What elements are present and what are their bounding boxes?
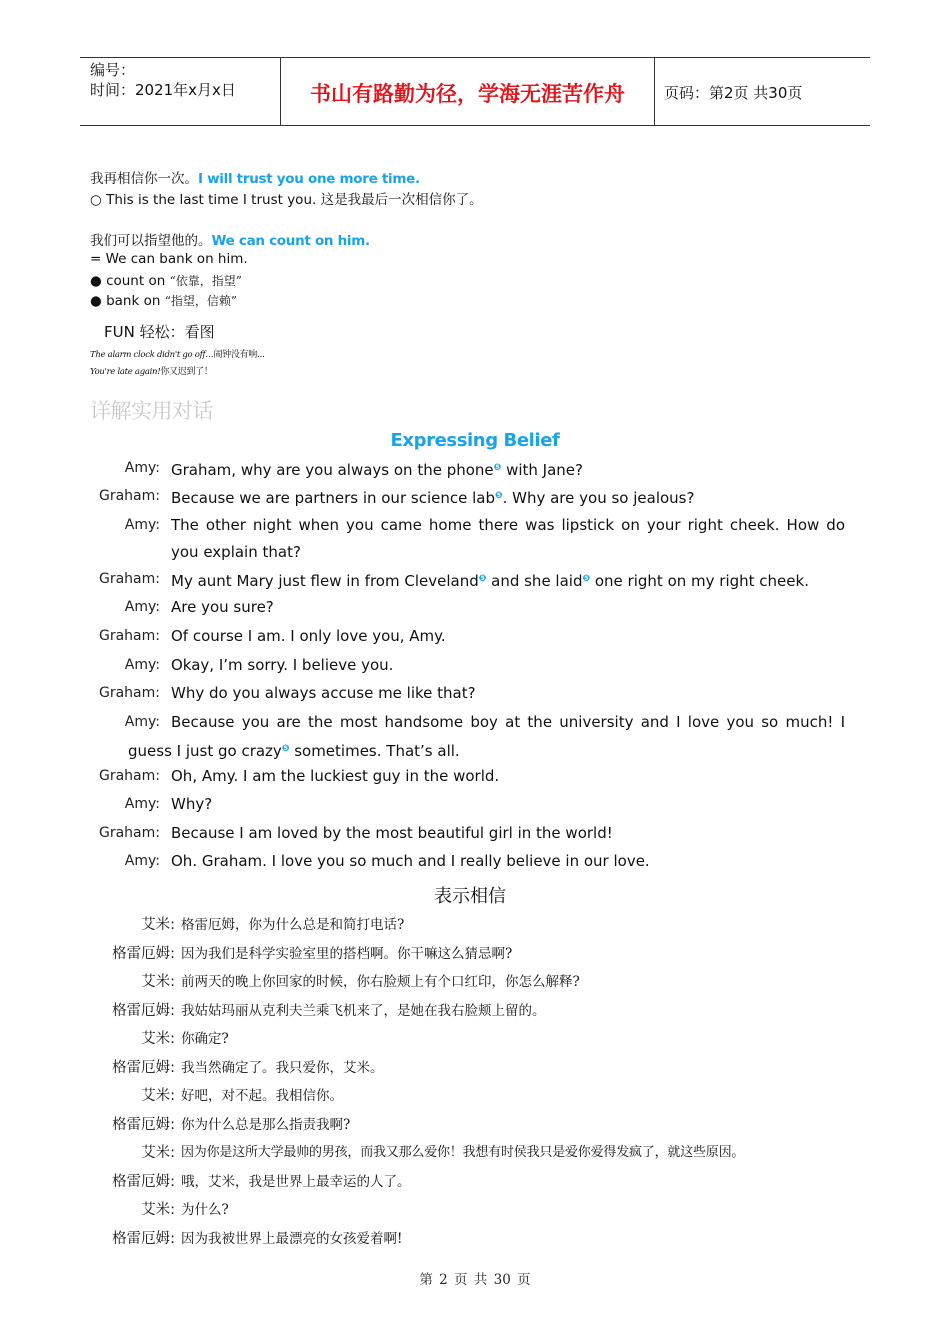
doc-time-label: 时间：2021年x月x日	[90, 81, 236, 99]
phrase-1-alternative: ○ This is the last time I trust you. 这是我最后一次相信你了。	[90, 192, 483, 208]
speaker-label: Amy:	[124, 853, 160, 869]
zh-dialog-line: 我姑姑玛丽从克利夫兰乘飞机来了，是她在我右脸颊上留的。	[181, 1003, 546, 1019]
zh-dialog-line: 因为我被世界上最漂亮的女孩爱着啊!	[181, 1231, 403, 1247]
phrase-1	[90, 167, 420, 187]
zh-dialog-line: 前两天的晚上你回家的时候，你右脸颊上有个口红印，你怎么解释?	[181, 974, 580, 990]
speaker-label: Graham:	[99, 628, 160, 644]
note-marker-icon: ❺	[493, 463, 502, 473]
page-footer: 第 2 页 共 30 页	[419, 1272, 531, 1288]
header-rule-bottom	[80, 125, 870, 126]
zh-speaker-label: 格雷厄姆:	[112, 1231, 175, 1247]
zh-speaker-label: 艾米:	[141, 1031, 175, 1047]
page-indicator: 页码：第2页 共30页	[664, 84, 803, 102]
dialog-line: Because I am loved by the most beautiful girl in the world!	[171, 824, 613, 842]
dialog-line: Okay, I’m sorry. I believe you.	[171, 656, 394, 674]
speaker-label: Amy:	[124, 714, 160, 730]
dialog-text: Graham, why are you always on the phone	[171, 461, 494, 479]
zh-dialog-line: 你确定?	[181, 1031, 229, 1047]
dialog-text: sometimes. That’s all.	[289, 742, 460, 760]
fun-caption-1	[90, 347, 265, 360]
speaker-label: Amy:	[124, 517, 160, 533]
dialog-line: Oh. Graham. I love you so much and I really believe in our love.	[171, 852, 650, 870]
dialog-line	[171, 454, 583, 484]
dialog-line: Why?	[171, 795, 213, 813]
dialog-line	[171, 565, 809, 595]
note-marker-icon: ❺	[281, 744, 290, 754]
dialog-text: one right on my right cheek.	[590, 572, 809, 590]
bullet-count-on	[90, 272, 242, 289]
speaker-label: Amy:	[124, 599, 160, 615]
dialog-text: and she laid	[486, 572, 583, 590]
zh-dialog-line: 因为我们是科学实验室里的搭档啊。你干嘛这么猜忌啊?	[181, 946, 513, 962]
fun-caption-1-en: The alarm clock didn't go off…	[90, 350, 214, 360]
zh-speaker-label: 艾米:	[141, 1088, 175, 1104]
fun-caption-2-en: You're late again!	[90, 367, 161, 377]
zh-dialog-line: 格雷厄姆，你为什么总是和简打电话?	[181, 917, 405, 933]
phrase-1-zh: 我再相信你一次。	[90, 171, 198, 187]
fun-caption-2	[90, 364, 213, 377]
dialog-line: Why do you always accuse me like that?	[171, 684, 476, 702]
zh-speaker-label: 艾米:	[141, 1202, 175, 1218]
bullet-bank-on-en: ● bank on	[90, 293, 165, 309]
header-divider	[654, 57, 655, 126]
speaker-label: Graham:	[99, 571, 160, 587]
dialog-text: guess I just go crazy	[128, 742, 282, 760]
dialog-line: Of course I am. I only love you, Amy.	[171, 627, 446, 645]
dialog-line	[171, 482, 694, 512]
zh-speaker-label: 格雷厄姆:	[112, 1117, 175, 1133]
dialog-text: . Why are you so jealous?	[502, 489, 695, 507]
bullet-count-on-en: ● count on	[90, 273, 170, 289]
note-marker-icon: ❺	[582, 574, 591, 584]
phrase-2-zh: 我们可以指望他的。	[90, 233, 212, 249]
zh-dialog-line: 我当然确定了。我只爱你，艾米。	[181, 1060, 384, 1076]
note-marker-icon: ❺	[478, 574, 487, 584]
zh-dialog-line: 你为什么总是那么指责我啊?	[181, 1117, 351, 1133]
dialog-text: My aunt Mary just flew in from Cleveland	[171, 572, 479, 590]
zh-speaker-label: 格雷厄姆:	[112, 1174, 175, 1190]
dialog-line: you explain that?	[171, 543, 301, 561]
speaker-label: Amy:	[124, 460, 160, 476]
zh-speaker-label: 格雷厄姆:	[112, 1060, 175, 1076]
phrase-2-en: We can count on him.	[211, 233, 370, 249]
header-motto: 书山有路勤为径，学海无涯苦作舟	[310, 81, 625, 106]
dialog-line: Oh, Amy. I am the luckiest guy in the world.	[171, 767, 500, 785]
bullet-count-on-zh: “依靠，指望”	[169, 274, 242, 288]
phrase-2	[90, 229, 370, 249]
zh-dialog-line: 好吧，对不起。我相信你。	[181, 1088, 343, 1104]
phrase-1-en: I will trust you one more time.	[198, 171, 420, 187]
section-title: 详解实用对话	[90, 399, 213, 423]
fun-title: FUN 轻松：看图	[104, 323, 215, 341]
zh-dialog-line: 因为你是这所大学最帅的男孩，而我又那么爱你！我想有时侯我只是爱你爱得发疯了，就这些原因。	[181, 1145, 745, 1160]
dialog-title: Expressing Belief	[390, 430, 560, 451]
zh-speaker-label: 格雷厄姆:	[112, 1003, 175, 1019]
zh-speaker-label: 艾米:	[141, 917, 175, 933]
fun-caption-1-zh: 闹钟没有响...	[213, 350, 265, 360]
dialog-line: Because you are the most handsome boy at the university and I love you so much! I	[171, 713, 845, 731]
dialog-text: Because we are partners in our science lab	[171, 489, 495, 507]
zh-dialog-line: 为什么?	[181, 1202, 229, 1218]
speaker-label: Amy:	[124, 657, 160, 673]
zh-dialog-title: 表示相信	[434, 886, 506, 907]
zh-speaker-label: 艾米:	[141, 974, 175, 990]
zh-speaker-label: 艾米:	[141, 1145, 175, 1161]
bullet-bank-on	[90, 292, 237, 309]
speaker-label: Graham:	[99, 825, 160, 841]
dialog-line: The other night when you came home there was lipstick on your right cheek. How do	[171, 516, 845, 534]
zh-dialog-line: 哦，艾米，我是世界上最幸运的人了。	[181, 1174, 411, 1190]
dialog-line	[128, 735, 460, 765]
speaker-label: Graham:	[99, 685, 160, 701]
doc-number-label: 编号：	[90, 61, 136, 79]
fun-caption-2-zh: 你又迟到了！	[160, 367, 213, 377]
phrase-2-equivalent: = We can bank on him.	[90, 251, 248, 267]
speaker-label: Graham:	[99, 488, 160, 504]
header-rule-top	[80, 57, 870, 58]
dialog-line: Are you sure?	[171, 598, 274, 616]
dialog-text: with Jane?	[501, 461, 583, 479]
bullet-bank-on-zh: “指望，信赖”	[164, 294, 237, 308]
note-marker-icon: ❺	[494, 491, 503, 501]
speaker-label: Graham:	[99, 768, 160, 784]
zh-speaker-label: 格雷厄姆:	[112, 946, 175, 962]
speaker-label: Amy:	[124, 796, 160, 812]
